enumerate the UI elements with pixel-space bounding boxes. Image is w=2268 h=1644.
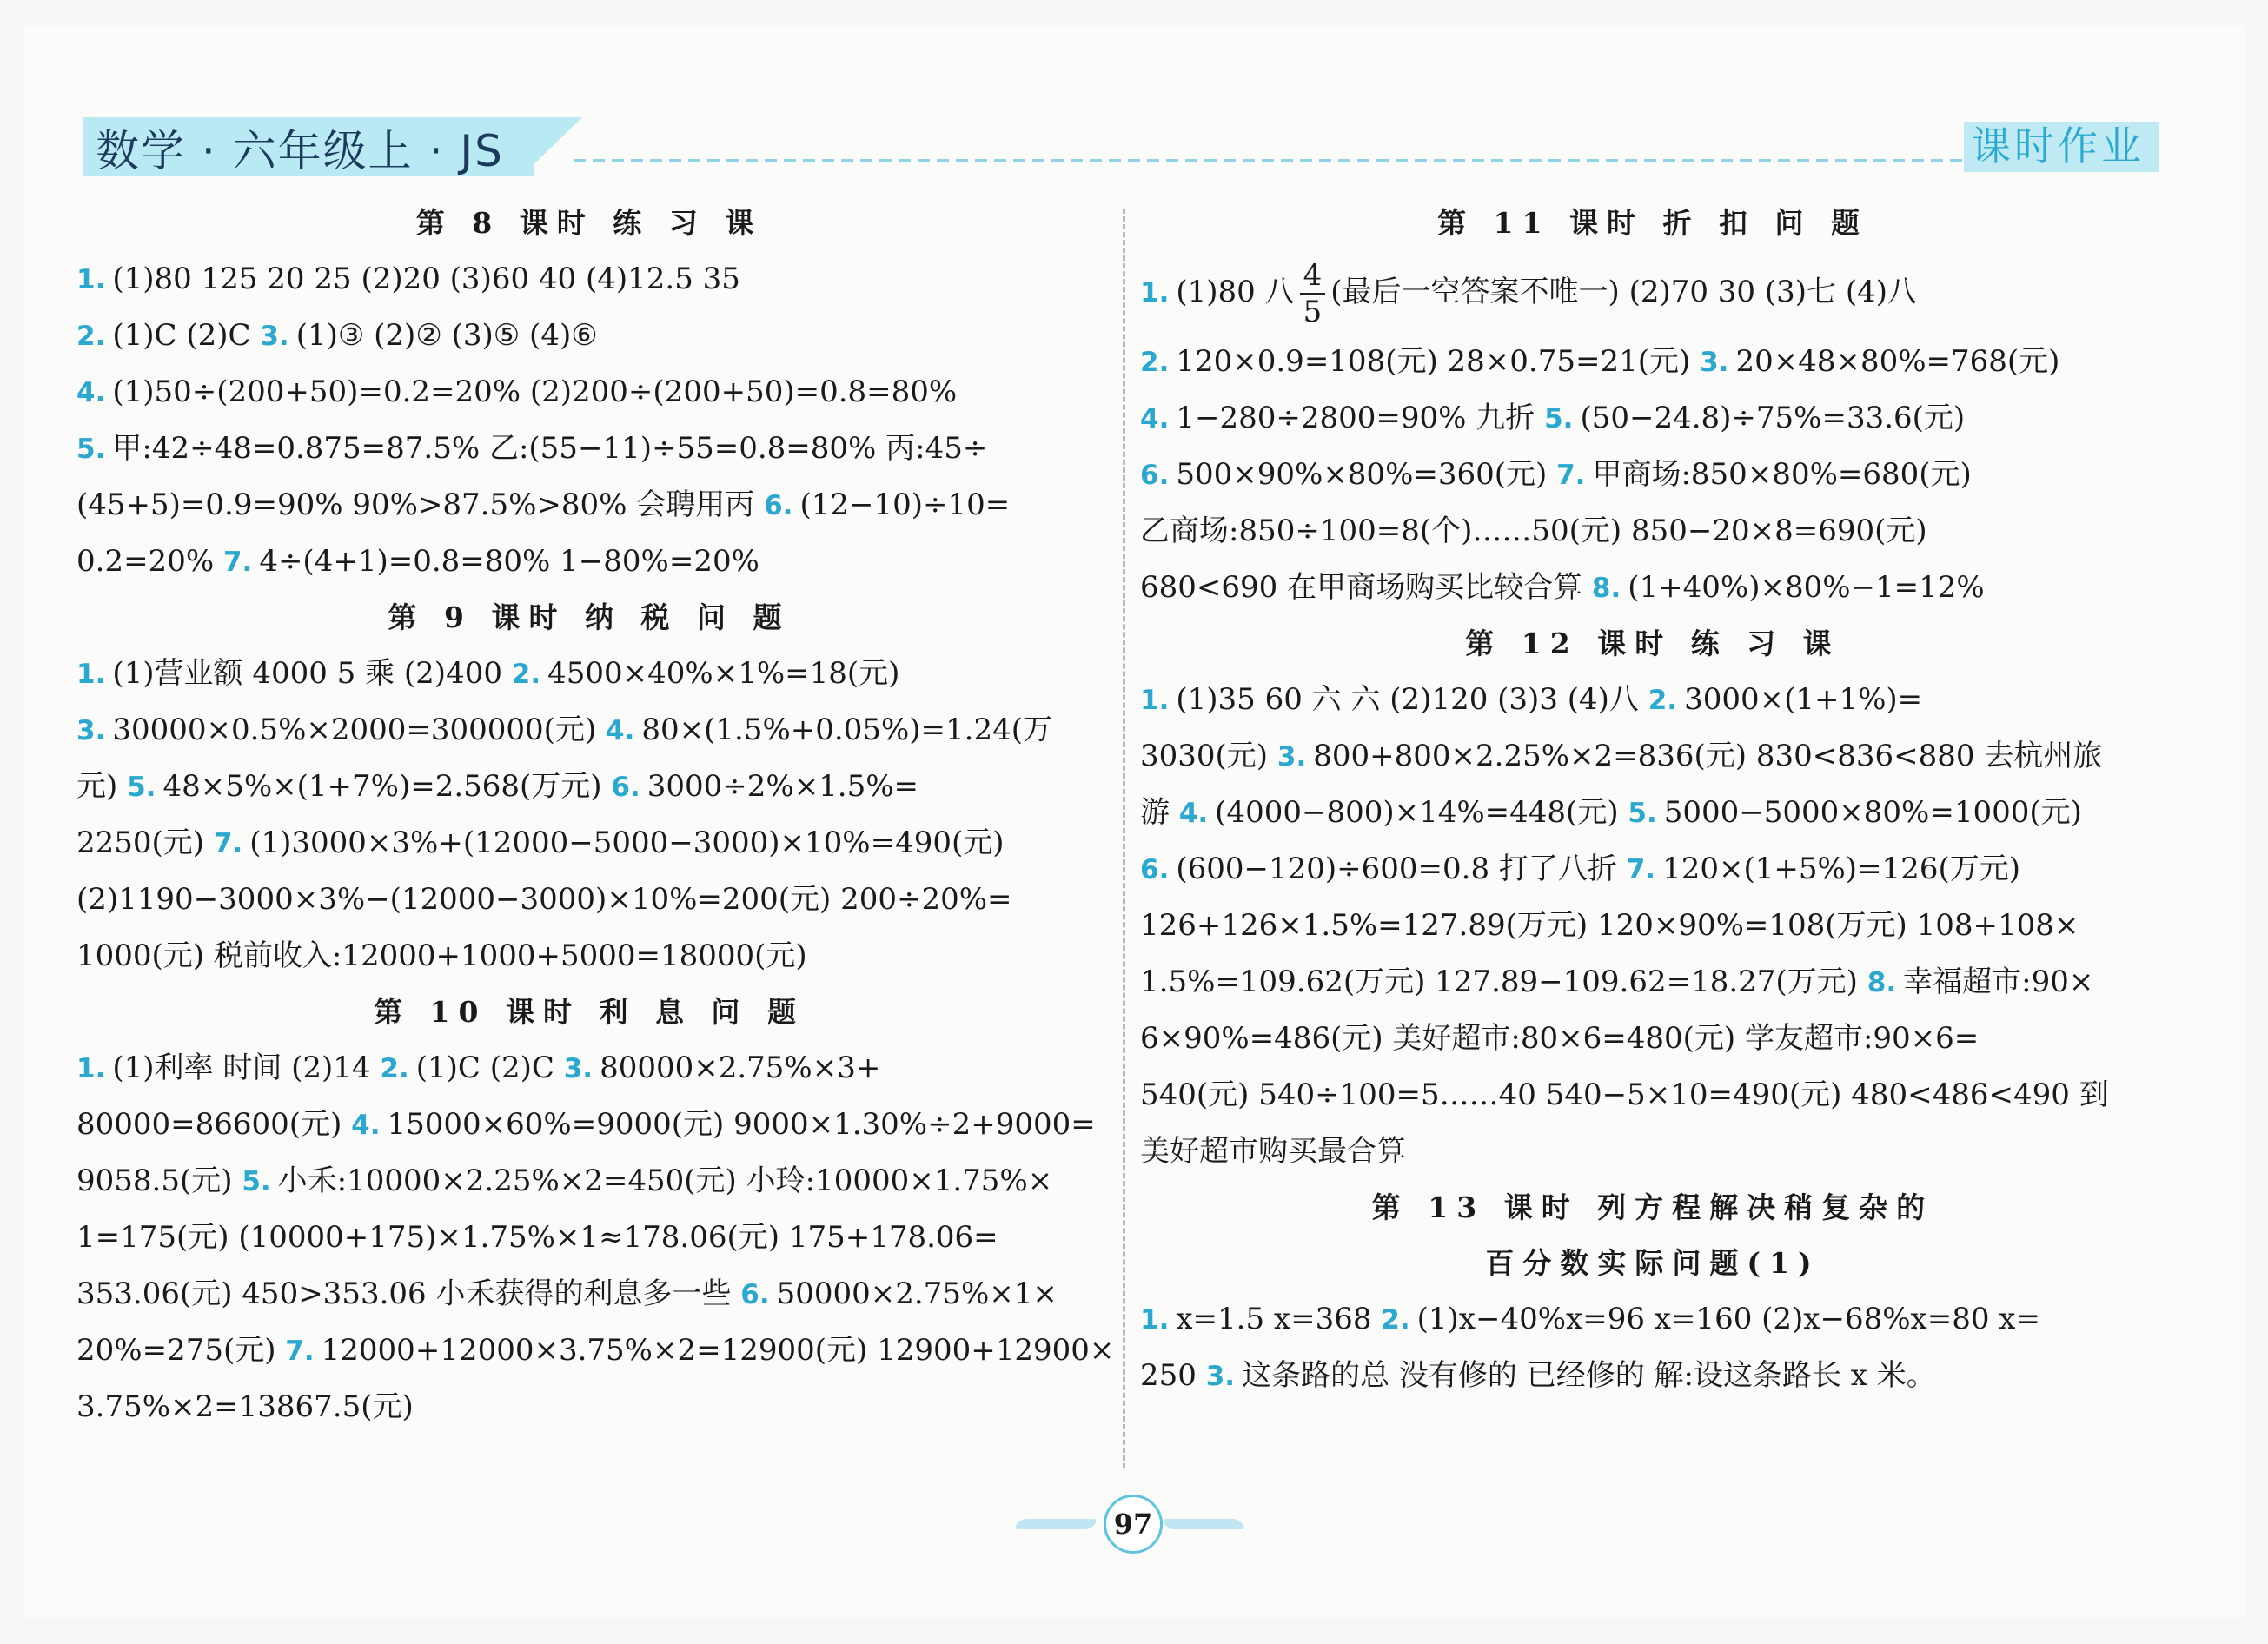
question-number: 7.: [213, 828, 243, 859]
question-number: 1.: [76, 264, 106, 295]
section-title: 第 13 课时 列方程解决稍复杂的: [1371, 1190, 1934, 1224]
question-number: 3.: [260, 321, 289, 352]
page-number-wing: [1013, 1519, 1098, 1529]
answer-line: 540(元) 540÷100=5……40 540−5×10=490(元) 480<486<490 到: [1140, 1077, 2109, 1112]
answer-line: 1. x=1.5 x=368 2. (1)x−40%x=96 x=160 (2)x−68%x=80 x=: [1140, 1302, 2040, 1336]
answer-line: 游 4. (4000−800)×14%=448(元) 5. 5000−5000×80%=1000(元): [1140, 795, 2082, 830]
answer-line: 2250(元) 7. (1)3000×3%+(12000−5000−3000)×10%=490(元): [76, 825, 1005, 860]
question-number: 1.: [1140, 277, 1170, 308]
answer-line: 0.2=20% 7. 4÷(4+1)=0.8=80% 1−80%=20%: [76, 544, 759, 579]
question-number: 1.: [1140, 685, 1170, 716]
question-number: 1.: [1140, 1304, 1170, 1336]
answer-line: 1000(元) 税前收入:12000+1000+5000=18000(元): [76, 938, 807, 973]
page-number: 97: [1104, 1495, 1163, 1554]
question-number: 1.: [76, 659, 106, 690]
book-title: 数学 · 六年级上 · JS: [96, 126, 504, 176]
page-number-badge: [1017, 1495, 1243, 1555]
header-band-slant: [521, 117, 582, 176]
question-number: 7.: [222, 547, 253, 578]
answer-line: 4. (1)50÷(200+50)=0.2=20% (2)200÷(200+50)=0.8=80%: [76, 375, 958, 409]
question-number: 5.: [1628, 798, 1657, 829]
answer-line: 20%=275(元) 7. 12000+12000×3.75%×2=12900(元) 12900+12900×: [76, 1333, 1115, 1368]
question-number: 5.: [76, 434, 106, 465]
answer-line: 2. (1)C (2)C 3. (1)③ (2)② (3)⑤ (4)⑥: [76, 318, 598, 353]
section-title: 第 12 课时 练 习 课: [1465, 626, 1840, 660]
answer-line: 5. 甲:42÷48=0.875=87.5% 乙:(55−11)÷55=0.8=80% 丙:45÷: [76, 431, 988, 466]
answer-line: 353.06(元) 450>353.06 小禾获得的利息多一些 6. 50000×2.75%×1×: [76, 1276, 1058, 1311]
answer-line: 80000=86600(元) 4. 15000×60%=9000(元) 9000×1.30%÷2+9000=: [76, 1107, 1096, 1142]
question-number: 8.: [1867, 967, 1897, 998]
question-number: 1.: [76, 1053, 106, 1084]
answer-line: 1=175(元) (10000+175)×1.75%×1≈178.06(元) 175+178.06=: [76, 1220, 998, 1255]
question-number: 6.: [1140, 460, 1170, 491]
answer-line: 3.75%×2=13867.5(元): [76, 1389, 414, 1424]
question-number: 6.: [764, 490, 793, 521]
section-title: 第 10 课时 利 息 问 题: [374, 995, 805, 1029]
question-number: 4.: [606, 715, 635, 746]
series-title: 课时作业: [1971, 123, 2145, 169]
question-number: 3.: [1205, 1361, 1236, 1392]
answer-line: 2. 120×0.9=108(元) 28×0.75=21(元) 3. 20×48×80%=768(元): [1140, 344, 2060, 379]
answer-line: 乙商场:850÷100=8(个)……50(元) 850−20×8=690(元): [1140, 514, 1927, 548]
question-number: 6.: [1140, 854, 1170, 885]
question-number: 4.: [1140, 403, 1170, 434]
question-number: 2.: [511, 659, 541, 690]
question-number: 6.: [611, 772, 640, 803]
question-number: 2.: [76, 321, 106, 352]
question-number: 5.: [127, 772, 156, 803]
answer-line: 6. 500×90%×80%=360(元) 7. 甲商场:850×80%=680(元): [1140, 457, 1972, 492]
answer-line: 680<690 在甲商场购买比较合算 8. (1+40%)×80%−1=12%: [1140, 570, 1985, 605]
answer-line: 9058.5(元) 5. 小禾:10000×2.25%×2=450(元) 小玲:10000×1.75%×: [76, 1163, 1053, 1198]
question-number: 7.: [285, 1336, 315, 1367]
question-number: 2.: [1648, 685, 1678, 716]
question-number: 5.: [242, 1166, 271, 1197]
answer-line: 美好超市购买最合算: [1140, 1134, 1406, 1169]
question-number: 2.: [1381, 1304, 1410, 1336]
question-number: 3.: [563, 1053, 594, 1084]
section-subtitle: 百分数实际问题(1): [1485, 1246, 1820, 1280]
question-number: 3.: [1700, 347, 1729, 378]
answer-line: 1. (1)利率 时间 (2)14 2. (1)C (2)C 3. 80000×2.75%×3+: [76, 1051, 881, 1085]
answer-line: 4. 1−280÷2800=90% 九折 5. (50−24.8)÷75%=33.6(元): [1140, 401, 1966, 435]
fraction: $\frac{4}{5}$: [1300, 258, 1326, 329]
page-number-wing: [1161, 1519, 1246, 1529]
question-number: 4.: [76, 377, 106, 408]
question-number: 7.: [1556, 460, 1586, 491]
answer-line: (2)1190−3000×3%−(12000−3000)×10%=200(元) 200÷20%=: [76, 882, 1012, 917]
answer-line: 1. (1)35 60 六 六 (2)120 (3)3 (4)八 2. 3000×(1+1%)=: [1140, 682, 1923, 717]
header-dotted-rule: [574, 159, 1964, 162]
section-title: 第 9 课时 纳 税 问 题: [388, 600, 791, 634]
answer-line: (45+5)=0.9=90% 90%>87.5%>80% 会聘用丙 6. (12−10)÷10=: [76, 487, 1011, 522]
left-column: [76, 196, 1115, 1435]
answer-line: 6. (600−120)÷600=0.8 打了八折 7. 120×(1+5%)=126(万元): [1140, 852, 2020, 886]
question-number: 2.: [380, 1053, 409, 1084]
answer-line: 126+126×1.5%=127.89(万元) 120×90%=108(万元) 108+108×: [1140, 908, 2079, 943]
question-number: 6.: [740, 1279, 770, 1310]
question-number: 5.: [1544, 403, 1574, 434]
answer-line: 3. 30000×0.5%×2000=300000(元) 4. 80×(1.5%+0.05%)=1.24(万: [76, 713, 1053, 747]
answer-line: 1. (1)营业额 4000 5 乘 (2)400 2. 4500×40%×1%=18(元): [76, 656, 900, 691]
answer-line: 250 3. 这条路的总 没有修的 已经修的 解:设这条路长 x 米。: [1140, 1358, 1936, 1393]
answer-line: 1.5%=109.62(万元) 127.89−109.62=18.27(万元) 8. 幸福超市:90×: [1140, 965, 2094, 999]
column-divider: [1123, 209, 1125, 1468]
question-number: 2.: [1140, 347, 1170, 378]
question-number: 7.: [1626, 854, 1656, 885]
right-column: [1140, 196, 2165, 1404]
section-title: 第 8 课时 练 习 课: [415, 206, 763, 240]
section-title: 第 11 课时 折 扣 问 题: [1437, 206, 1868, 240]
answer-line: 3030(元) 3. 800+800×2.25%×2=836(元) 830<836<880 去杭州旅: [1140, 739, 2103, 773]
question-number: 3.: [76, 715, 106, 746]
question-number: 3.: [1277, 741, 1307, 772]
answer-line: 元) 5. 48×5%×(1+7%)=2.568(万元) 6. 3000÷2%×1.5%=: [76, 769, 919, 804]
answer-line: 1. (1)80 125 20 25 (2)20 (3)60 40 (4)12.5 35: [76, 262, 740, 296]
answer-line: 6×90%=486(元) 美好超市:80×6=480(元) 学友超市:90×6=: [1140, 1021, 1980, 1056]
question-number: 4.: [1178, 798, 1209, 829]
question-number: 4.: [351, 1110, 381, 1141]
question-number: 8.: [1591, 573, 1621, 604]
answer-line: 1. (1)80 八 $\frac{4}{5}$ (最后一空答案不唯一) (2)70 30 (3)七 (4)八: [1140, 258, 1918, 329]
